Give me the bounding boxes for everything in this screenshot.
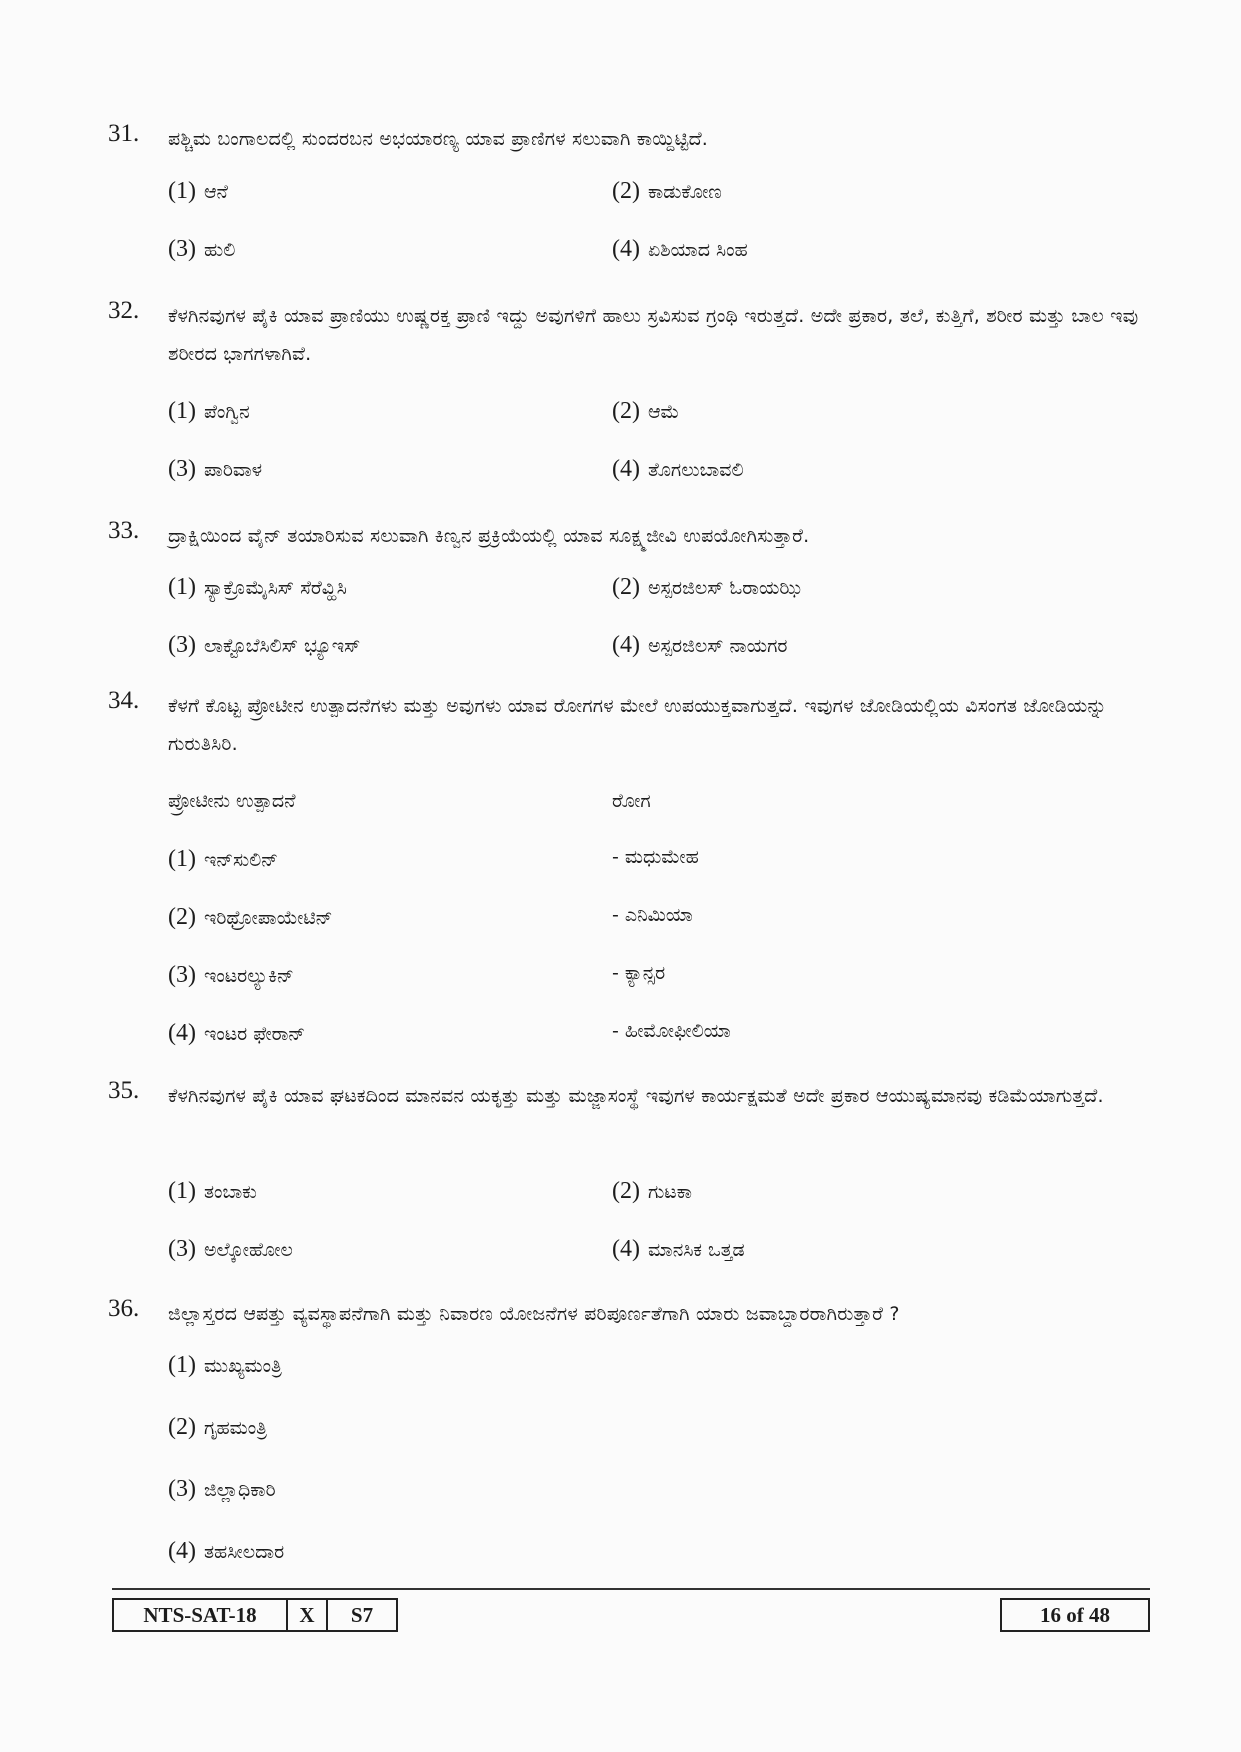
option: (2) ಆಮೆ xyxy=(612,398,680,424)
pair-disease: - ಕ್ಯಾನ್ಸರ xyxy=(612,962,666,984)
pair-product: (2) ಇರಿಥ್ರೋಪಾಯೇಟಿನ್ xyxy=(168,904,333,930)
option: (1) ಪೆಂಗ್ವಿನ xyxy=(168,398,250,424)
option: (2) ಕಾಡುಕೋಣ xyxy=(612,178,722,204)
option: (1) ಮುಖ್ಯಮಂತ್ರಿ xyxy=(168,1352,282,1378)
option: (4) ತಹಸೀಲದಾರ xyxy=(168,1538,285,1564)
question-text: ಪಶ್ಚಿಮ ಬಂಗಾಲದಲ್ಲಿ ಸುಂದರಬನ ಅಭಯಾರಣ್ಯ ಯಾವ ಪ್ರಾಣಿಗಳ ಸಲುವಾಗಿ ಕಾಯ್ದಿಟ್ಟಿದೆ. xyxy=(168,128,709,150)
question-text: ಕೆಳಗೆ ಕೊಟ್ಟ ಪ್ರೋಟೀನ ಉತ್ಪಾದನೆಗಳು ಮತ್ತು ಅವುಗಳು ಯಾವ ರೋಗಗಳ ಮೇಲೆ ಉಪಯುಕ್ತವಾಗುತ್ತದೆ. ಇವುಗಳ ಜೋಡಿಯಲ್ಲಿಯ ವಿಸಂಗತ ಜೋಡಿಯನ್ನು ಗುರುತಿಸಿರಿ. xyxy=(168,695,1107,755)
question-number: 31. xyxy=(108,120,140,147)
footer-exam-code: NTS-SAT-18 xyxy=(112,1598,288,1632)
question-number: 34. xyxy=(108,687,140,714)
footer-page-number: 16 of 48 xyxy=(1000,1598,1150,1632)
pair-disease: - ಹೀಮೋಫೀಲಿಯಾ xyxy=(612,1020,731,1042)
pair-disease: - ಮಧುಮೇಹ xyxy=(612,846,699,868)
option: (1) ಸ್ಯಾಕ್ರೊಮೈಸಿಸ್ ಸೆರೆವ್ಹಿಸಿ xyxy=(168,574,347,600)
option: (2) ಗೃಹಮಂತ್ರಿ xyxy=(168,1414,268,1440)
column-header-disease: ರೋಗ xyxy=(612,790,651,812)
question-text: ಕೆಳಗಿನವುಗಳ ಪೈಕಿ ಯಾವ ಘಟಕದಿಂದ ಮಾನವನ ಯಕೃತ್ತು ಮತ್ತು ಮಜ್ಜಾಸಂಸ್ಥೆ ಇವುಗಳ ಕಾರ್ಯಕ್ಷಮತೆ ಅದೇ ಪ್ರಕಾರ ಆಯುಷ್ಯಮಾನವು ಕಡಿಮೆಯಾಗುತ್ತದೆ. xyxy=(168,1085,1104,1107)
question-number: 36. xyxy=(108,1295,140,1322)
question-34 xyxy=(108,687,1158,763)
question-36 xyxy=(108,1295,1158,1333)
pair-product: (3) ಇಂಟರಲ್ಯುಕಿನ್ xyxy=(168,962,294,988)
option: (4) ತೊಗಲುಬಾವಲಿ xyxy=(612,456,744,482)
footer-set: S7 xyxy=(326,1598,398,1632)
pair-disease: - ಎನಿಮಿಯಾ xyxy=(612,904,693,926)
option: (4) ಏಶಿಯಾದ ಸಿಂಹ xyxy=(612,236,748,262)
question-number: 32. xyxy=(108,297,140,324)
footer-divider xyxy=(112,1588,1150,1590)
option: (4) ಮಾನಸಿಕ ಒತ್ತಡ xyxy=(612,1236,745,1262)
option: (3) ಹುಲಿ xyxy=(168,236,236,262)
footer-class: X xyxy=(286,1598,328,1632)
option: (1) ತಂಬಾಕು xyxy=(168,1178,257,1204)
option: (2) ಗುಟಕಾ xyxy=(612,1178,692,1204)
column-header-product: ಪ್ರೋಟೀನು ಉತ್ಪಾದನೆ xyxy=(168,790,296,812)
question-number: 33. xyxy=(108,517,140,544)
option: (2) ಅಸ್ಪರಜಿಲಸ್ ಓರಾಯಝಿ xyxy=(612,574,802,600)
option: (3) ಅಲ್ಕೋಹೋಲ xyxy=(168,1236,293,1262)
option: (3) ಪಾರಿವಾಳ xyxy=(168,456,263,482)
question-number: 35. xyxy=(108,1077,140,1104)
pair-product: (4) ಇಂಟರ ಫೇರಾನ್ xyxy=(168,1020,306,1046)
question-text: ಕೆಳಗಿನವುಗಳ ಪೈಕಿ ಯಾವ ಪ್ರಾಣಿಯು ಉಷ್ಣರಕ್ತ ಪ್ರಾಣಿ ಇದ್ದು ಅವುಗಳಿಗೆ ಹಾಲು ಸ್ರವಿಸುವ ಗ್ರಂಥಿ ಇರುತ್ತದೆ. ಅದೇ ಪ್ರಕಾರ, ತಲೆ, ಕುತ್ತಿಗೆ, ಶರೀರ ಮತ್ತು ಬಾಲ ಇವು ಶರೀರದ ಭಾಗಗಳಾಗಿವೆ. xyxy=(168,305,1139,365)
option: (1) ಆನೆ xyxy=(168,178,228,204)
question-32 xyxy=(108,297,1158,373)
option: (4) ಅಸ್ಪರಜಿಲಸ್ ನಾಯಗರ xyxy=(612,632,788,658)
option: (3) ಜಿಲ್ಲಾಧಿಕಾರಿ xyxy=(168,1476,276,1502)
question-text: ದ್ರಾಕ್ಷಿಯಿಂದ ವೈನ್ ತಯಾರಿಸುವ ಸಲುವಾಗಿ ಕಿಣ್ವನ ಪ್ರಕ್ರಿಯೆಯಲ್ಲಿ ಯಾವ ಸೂಕ್ಷ್ಮಜೀವಿ ಉಪಯೋಗಿಸುತ್ತಾರೆ. xyxy=(168,525,810,547)
question-35 xyxy=(108,1077,1158,1115)
question-text: ಜಿಲ್ಲಾಸ್ತರದ ಆಪತ್ತು ವ್ಯವಸ್ಥಾಪನೆಗಾಗಿ ಮತ್ತು ನಿವಾರಣ ಯೋಜನೆಗಳ ಪರಿಪೂರ್ಣತೆಗಾಗಿ ಯಾರು ಜವಾಬ್ದಾರರಾಗಿರುತ್ತಾರೆ ? xyxy=(168,1303,900,1325)
question-33 xyxy=(108,517,1158,555)
pair-product: (1) ಇನ್‌ಸುಲಿನ್ xyxy=(168,846,279,872)
question-31 xyxy=(108,120,1158,158)
option: (3) ಲಾಕ್ಟೊಬೆಸಿಲಿಸ್ ಭ್ಯೂಇಸ್ xyxy=(168,632,361,658)
